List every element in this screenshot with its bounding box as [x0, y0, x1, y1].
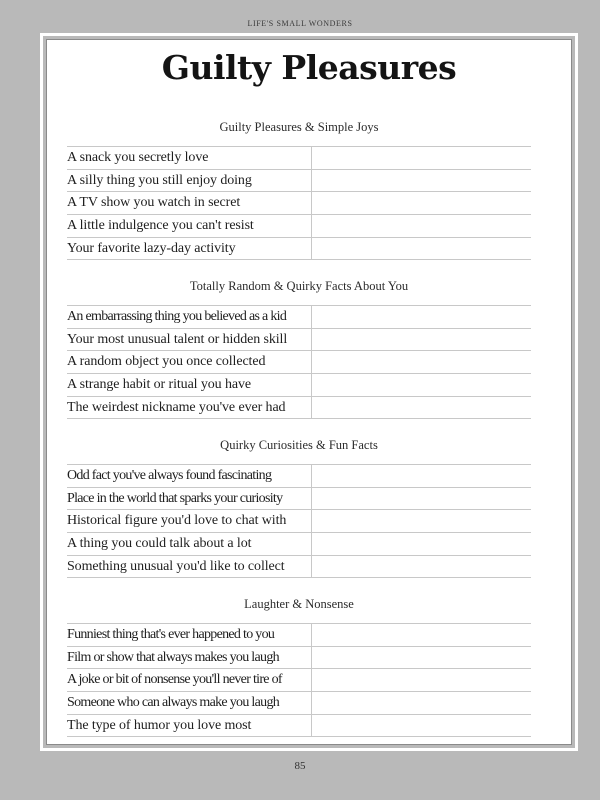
prompt-label: The weirdest nickname you've ever had	[67, 397, 312, 419]
answer-field[interactable]	[312, 215, 531, 237]
answer-field[interactable]	[312, 329, 531, 351]
answer-field[interactable]	[312, 465, 531, 487]
answer-field[interactable]	[312, 556, 531, 578]
prompt-label: Film or show that always makes you laugh	[67, 647, 312, 669]
answer-field[interactable]	[312, 624, 531, 646]
page-number: 85	[294, 760, 306, 772]
prompt-label: Odd fact you've always found fascinating	[67, 465, 312, 487]
prompt-table	[67, 305, 531, 419]
section-heading: Guilty Pleasures & Simple Joys	[219, 120, 379, 134]
prompt-label: Your favorite lazy-day activity	[67, 238, 312, 260]
prompt-label: Historical figure you'd love to chat with	[67, 510, 312, 532]
prompt-label: A snack you secretly love	[67, 147, 312, 169]
prompt-label: A joke or bit of nonsense you'll never tire of	[67, 669, 312, 691]
prompt-table	[67, 623, 531, 737]
table-row	[67, 238, 531, 261]
prompt-label: Place in the world that sparks your curiosity	[67, 488, 312, 510]
section-random-facts	[67, 267, 531, 419]
page-content	[46, 39, 572, 745]
table-row	[67, 692, 531, 715]
table-row	[67, 669, 531, 692]
table-row	[67, 510, 531, 533]
prompt-label: Something unusual you'd like to collect	[67, 556, 312, 578]
prompt-label: The type of humor you love most	[67, 715, 312, 737]
section-heading: Totally Random & Quirky Facts About You	[189, 279, 409, 293]
prompt-label: Your most unusual talent or hidden skill	[67, 329, 312, 351]
section-guilty-pleasures	[67, 108, 531, 260]
prompt-label: A silly thing you still enjoy doing	[67, 170, 312, 192]
prompt-table	[67, 464, 531, 578]
table-row	[67, 170, 531, 193]
answer-field[interactable]	[312, 170, 531, 192]
prompt-label: A little indulgence you can't resist	[67, 215, 312, 237]
prompt-label: A thing you could talk about a lot	[67, 533, 312, 555]
section-heading: Quirky Curiosities & Fun Facts	[220, 438, 378, 452]
prompt-label: A random object you once collected	[67, 351, 312, 373]
answer-field[interactable]	[312, 397, 531, 419]
table-row	[67, 374, 531, 397]
prompt-label: A TV show you watch in secret	[67, 192, 312, 214]
table-row	[67, 351, 531, 374]
running-header: LIFE'S SMALL WONDERS	[247, 19, 353, 28]
answer-field[interactable]	[312, 192, 531, 214]
section-heading: Laughter & Nonsense	[244, 597, 354, 611]
table-row	[67, 533, 531, 556]
page-title: Guilty Pleasures	[161, 48, 457, 87]
answer-field[interactable]	[312, 647, 531, 669]
section-laughter	[67, 585, 531, 737]
table-row	[67, 306, 531, 329]
prompt-label: A strange habit or ritual you have	[67, 374, 312, 396]
table-row	[67, 715, 531, 738]
answer-field[interactable]	[312, 669, 531, 691]
prompt-label: Funniest thing that's ever happened to you	[67, 624, 312, 646]
answer-field[interactable]	[312, 374, 531, 396]
table-row	[67, 647, 531, 670]
prompt-table	[67, 146, 531, 260]
answer-field[interactable]	[312, 147, 531, 169]
table-row	[67, 397, 531, 420]
answer-field[interactable]	[312, 692, 531, 714]
answer-field[interactable]	[312, 510, 531, 532]
table-row	[67, 556, 531, 579]
table-row	[67, 465, 531, 488]
prompt-label: Someone who can always make you laugh	[67, 692, 312, 714]
table-row	[67, 624, 531, 647]
table-row	[67, 147, 531, 170]
table-row	[67, 192, 531, 215]
table-row	[67, 329, 531, 352]
section-curiosities	[67, 426, 531, 578]
answer-field[interactable]	[312, 488, 531, 510]
answer-field[interactable]	[312, 533, 531, 555]
answer-field[interactable]	[312, 351, 531, 373]
answer-field[interactable]	[312, 715, 531, 737]
page-frame	[40, 33, 578, 751]
prompt-label: An embarrassing thing you believed as a kid	[67, 306, 312, 328]
answer-field[interactable]	[312, 238, 531, 260]
table-row	[67, 488, 531, 511]
answer-field[interactable]	[312, 306, 531, 328]
table-row	[67, 215, 531, 238]
